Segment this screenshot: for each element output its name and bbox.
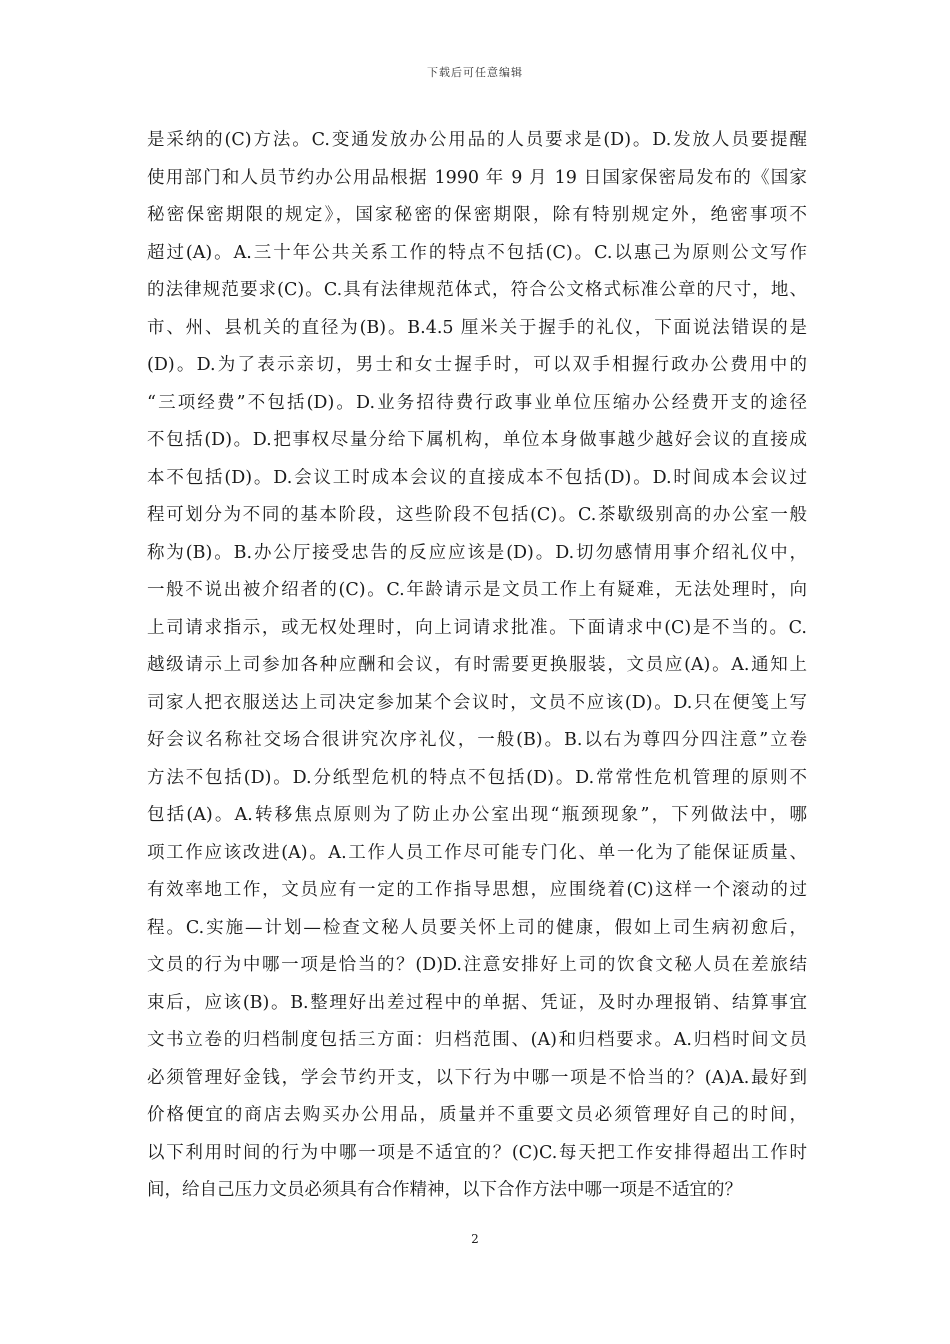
text-line: 项工作应该改进(A)。A.工作人员工作尽可能专门化、单一化为了能保证质量、 <box>147 842 807 863</box>
text-line: 束后，应该(B)。B.整理好出差过程中的单据、凭证，及时办理报销、结算事宜 <box>147 992 807 1013</box>
text-line: 市、州、县机关的直径为(B)。B.4.5 厘米关于握手的礼仪，下面说法错误的是 <box>147 317 807 338</box>
text-line: 好会议名称社交场合很讲究次序礼仪，一般(B)。B.以右为尊四分四注意”立卷 <box>147 730 807 750</box>
text-line: 间，给自己压力文员必须具有合作精神，以下合作方法中哪一项是不适宜的？ <box>147 1180 742 1200</box>
text-line: 方法不包括(D)。D.分纸型危机的特点不包括(D)。D.常常性危机管理的原则不 <box>147 767 807 788</box>
text-line: 越级请示上司参加各种应酬和会议，有时需要更换服装，文员应(A)。A.通知上 <box>147 655 807 675</box>
text-line: 程。C.实施—计划—检查文秘人员要关怀上司的健康，假如上司生病初愈后， <box>147 917 807 938</box>
text-line: 超过(A)。A.三十年公共关系工作的特点不包括(C)。C.以惠己为原则公文写作 <box>147 242 807 263</box>
text-line: 不包括(D)。D.把事权尽量分给下属机构，单位本身做事越少越好会议的直接成 <box>147 430 807 450</box>
text-line: 必须管理好金钱，学会节约开支，以下行为中哪一项是不恰当的？(A)A.最好到 <box>147 1067 807 1088</box>
text-line: “三项经费”不包括(D)。D.业务招待费行政事业单位压缩办公经费开支的途径 <box>147 392 807 413</box>
text-line: 文员的行为中哪一项是恰当的？(D)D.注意安排好上司的饮食文秘人员在差旅结 <box>147 955 807 975</box>
text-line: 以下利用时间的行为中哪一项是不适宜的？(C)C.每天把工作安排得超出工作时 <box>147 1142 807 1163</box>
text-line: 是采纳的(C)方法。C.变通发放办公用品的人员要求是(D)。D.发放人员要提醒 <box>147 130 807 150</box>
text-line: 使用部门和人员节约办公用品根据 1990 年 9 月 19 日国家保密局发布的《国家 <box>147 167 807 188</box>
text-line: 称为(B)。B.办公厅接受忠告的反应应该是(D)。D.切勿感情用事介绍礼仪中， <box>147 542 807 563</box>
page-header: 下载后可任意编辑 <box>427 66 523 79</box>
text-line: 一般不说出被介绍者的(C)。C.年龄请示是文员工作上有疑难，无法处理时，向 <box>147 580 807 600</box>
text-line: 上司请求指示，或无权处理时，向上词请求批准。下面请求中(C)是不当的。C. <box>147 617 807 638</box>
text-line: 本不包括(D)。D.会议工时成本会议的直接成本不包括(D)。D.时间成本会议过 <box>147 467 807 488</box>
text-line: (D)。D.为了表示亲切，男士和女士握手时，可以双手相握行政办公费用中的 <box>147 355 807 375</box>
document-body <box>147 122 807 1210</box>
text-line: 包括(A)。A.转移焦点原则为了防止办公室出现“瓶颈现象”，下列做法中，哪 <box>147 805 807 825</box>
text-line: 程可划分为不同的基本阶段，这些阶段不包括(C)。C.茶歇级别高的办公室一般 <box>147 505 807 525</box>
text-line: 文书立卷的归档制度包括三方面：归档范围、(A)和归档要求。A.归档时间文员 <box>147 1030 807 1050</box>
text-line: 价格便宜的商店去购买办公用品，质量并不重要文员必须管理好自己的时间， <box>147 1105 807 1125</box>
page-number: 2 <box>471 1232 479 1246</box>
text-line: 的法律规范要求(C)。C.具有法律规范体式，符合公文格式标准公章的尺寸，地、 <box>147 280 807 300</box>
text-line: 秘密保密期限的规定》，国家秘密的保密期限，除有特别规定外，绝密事项不 <box>147 205 807 225</box>
text-line: 司家人把衣服送达上司决定参加某个会议时，文员不应该(D)。D.只在便笺上写 <box>147 692 807 713</box>
text-line: 有效率地工作，文员应有一定的工作指导思想，应围绕着(C)这样一个滚动的过 <box>147 880 807 900</box>
